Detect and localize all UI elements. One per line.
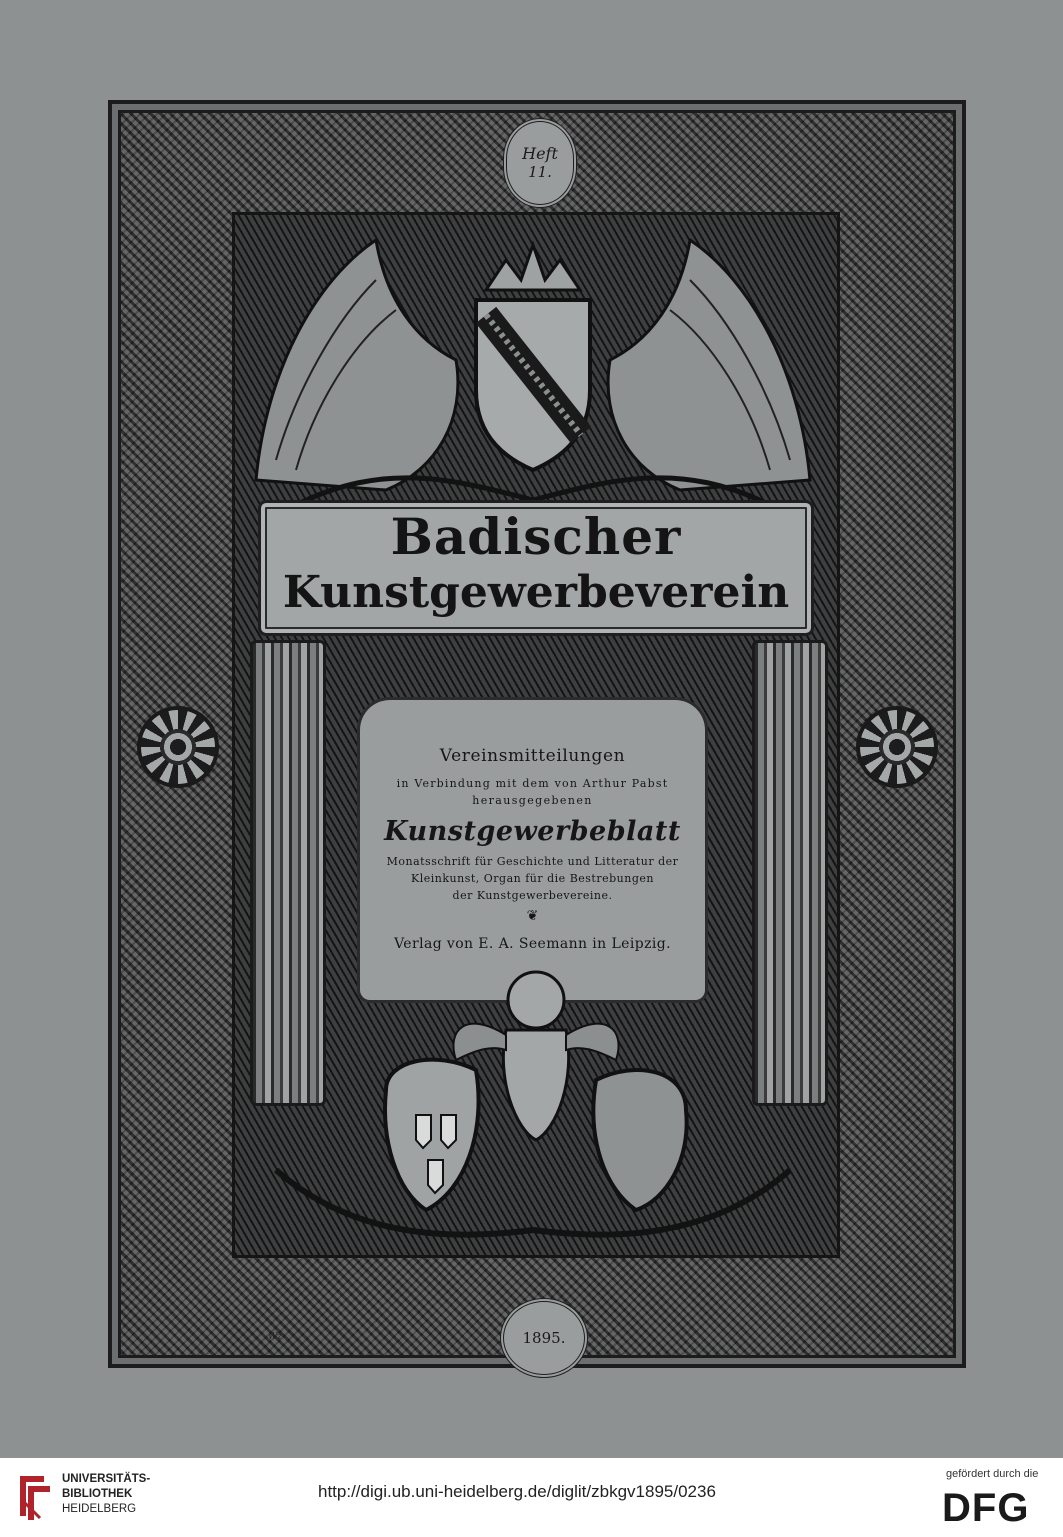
publisher-line: Verlag von E. A. Seemann in Leipzig.: [394, 936, 671, 952]
year-medallion: [500, 1298, 588, 1378]
title-banner: [258, 500, 814, 636]
dfg-logo: DFG: [942, 1486, 1030, 1530]
title-line-1: Badischer: [390, 507, 682, 566]
library-line-3: HEIDELBERG: [62, 1503, 137, 1515]
journal-title: Kunstgewerbeblatt: [384, 816, 681, 847]
journal-description-line-2: Kleinkunst, Organ für die Bestrebungen: [411, 872, 654, 885]
heft-label: Heft: [522, 144, 558, 163]
right-rosette-icon: [856, 706, 938, 788]
left-rosette-icon: [137, 706, 219, 788]
issue-medallion: [503, 118, 577, 208]
in-verbindung-line: in Verbindung mit dem von Arthur Pabst: [396, 777, 669, 790]
library-line-1: UNIVERSITÄTS-: [62, 1473, 151, 1485]
heft-number: 11.: [528, 163, 552, 181]
year-text: 1895.: [522, 1329, 566, 1347]
cherub-and-cartouche-illustration: [236, 940, 830, 1250]
title-line-2: Kunstgewerbeverein: [282, 567, 790, 618]
journal-description-line-1: Monatsschrift für Geschichte und Litteratur der: [386, 855, 679, 868]
funded-by-label: gefördert durch die: [946, 1468, 1039, 1480]
herausgegeben-line: herausgegebenen: [472, 794, 593, 807]
journal-description-line-3: der Kunstgewerbevereine.: [452, 889, 613, 902]
engraver-signature: Wz: [268, 1332, 282, 1342]
university-library-name: [62, 1472, 150, 1517]
digitization-footer: [0, 1458, 1063, 1537]
permalink-url[interactable]: http://digi.ub.uni-heidelberg.de/diglit/zbkgv1895/0236: [318, 1482, 716, 1501]
subtitle: Vereinsmitteilungen: [439, 746, 626, 766]
fleuron-icon: ❦: [526, 908, 539, 924]
griffins-and-coat-of-arms-illustration: [236, 220, 830, 520]
university-library-logo-icon: [14, 1470, 54, 1522]
library-line-2: BIBLIOTHEK: [62, 1488, 133, 1500]
